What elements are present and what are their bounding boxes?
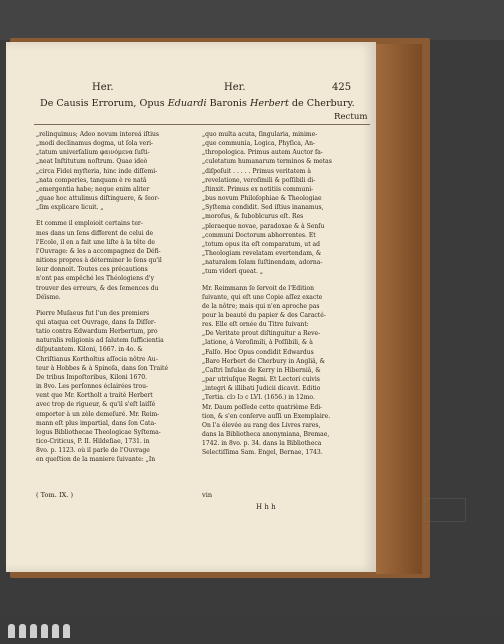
title-suffix: de Cherbury. xyxy=(288,98,355,109)
left-column-line: „emergentia habe; neque enim aliter xyxy=(36,185,150,193)
left-column-line: emporter à un zèle demeſuré. Mr. Reim- xyxy=(36,410,160,418)
right-column-line: On l'a élevée au rang des Livres rares, xyxy=(202,421,321,429)
right-column-line: „communi Doctorum abhorrentes. Et xyxy=(202,231,316,239)
left-column-line: l'Ecole, il en a fait une liſte à la tête de xyxy=(36,238,155,246)
right-column-line: „Theologiam revelatam evertendam, & xyxy=(202,250,322,258)
right-column-line: „Tertia. clↄ Iↄ c LVI. (1656.) in 12mo. xyxy=(202,394,315,402)
title-second-line: Rectum xyxy=(334,112,368,122)
entry-title xyxy=(40,98,370,109)
left-column-line: „nata comperies, tanquam è re natâ xyxy=(36,176,147,184)
catchword-tome: ( Tom. IX. ) xyxy=(36,491,74,499)
left-column-line: „modi declinamus dogma, ut ſola veri- xyxy=(36,140,154,148)
left-column-line: „ſim explicare licuit. „ xyxy=(36,204,104,212)
left-column-line: in 8vo. Les perſonnes éclairées trou- xyxy=(36,383,149,391)
right-column-line: „moroſus, & ſuboblcurus eſt. Res xyxy=(202,213,304,221)
left-column-line: „relinquimus; Adeo novum intereá iſtius xyxy=(36,131,160,138)
paragraph-gap xyxy=(202,277,366,284)
watermark-mark xyxy=(424,498,466,522)
title-name: Herbert xyxy=(249,98,289,109)
right-column-line: 1742. in 8vo. p. 34. dans la Bibliotheca xyxy=(202,440,322,448)
left-column-line: nitions propres à déterminer le ſens qu'il xyxy=(36,257,162,265)
scan-bottom-background xyxy=(0,614,504,644)
right-column-line: dans la Bibliotheca anonymiana, Bremae, xyxy=(202,431,330,438)
title-author: Eduardi xyxy=(167,98,207,109)
right-column-line: „quo multa acuta, ſingularia, minime- xyxy=(202,131,318,138)
left-column-line: „quae hoc attulimus diſtinguere, & ſeor- xyxy=(36,195,160,203)
left-column-line: n'ont pas empêché les Théologiens d'y xyxy=(36,275,154,283)
left-column-line: qui ataqua cet Ouvrage, dans ſa Diſſer- xyxy=(36,318,156,326)
left-column-line: „tatum univerſalium φαινόμενα ſuſti- xyxy=(36,149,150,157)
title-prefix: De Causis Errorum, Opus xyxy=(40,98,168,109)
right-column-line: „Falſo. Hoc Opus condidit Edwardus xyxy=(202,348,314,356)
left-column-line: Pierre Muſaeus fut l'un des premiers xyxy=(36,309,150,317)
left-column-line: Déïsme. xyxy=(36,293,61,301)
right-column-line: „Syſtema condidit. Sed iſtius inanamus, xyxy=(202,204,324,212)
right-column-line: „que communia, Logica, Phyſica, An- xyxy=(202,140,316,148)
paragraph-gap xyxy=(36,212,200,219)
left-column-line: „neat Inſtitutum noſtrum. Quae ideò xyxy=(36,158,148,166)
left-column-line: De tribus Impoſtoribus, Kiloni 1670. xyxy=(36,373,147,381)
book-page xyxy=(6,42,376,572)
right-column-line: „Caſtri Inſulae de Kerry in Hiberniâ, & xyxy=(202,366,321,374)
text-column-right xyxy=(202,130,366,457)
left-column-line: diſputantem. Kiloni, 1667. in 4o. & xyxy=(36,346,143,354)
right-column-line: „integri & illibati Judicii dicavit. Editio xyxy=(202,385,321,393)
right-column-line: „Baro Herbert de Cherbury in Angliâ, & xyxy=(202,357,326,365)
left-column-line: tico-Criticus, P. II. Hildeſiae, 1731. in xyxy=(36,438,150,445)
book-cover-edge xyxy=(376,44,422,574)
right-column-line: pour la beauté du papier & des Caracté- xyxy=(202,311,326,319)
right-column-line: Mr. Daum poſſede cette quatrième Edi- xyxy=(202,403,323,411)
right-column-line: „De Veritate prout diſtinguitur a Reve- xyxy=(202,330,321,338)
left-column-line: naturalis religionis ad ſalutem ſufficientia xyxy=(36,337,164,345)
right-column-line: tion, & s'en conſerve auſſi un Exemplaire. xyxy=(202,412,331,420)
running-head-left: Her. xyxy=(92,82,114,93)
right-column-line: Selectiſſima Sam. Engel, Bernae, 1743. xyxy=(202,449,323,457)
left-column-line: logus Bibliothecae Theologicae Syſtema- xyxy=(36,428,161,436)
scan-top-background xyxy=(0,0,504,40)
left-column-line: teur à Hobbes & à Spinoſa, dans ſon Traité xyxy=(36,364,169,372)
right-column-line: „naturalem ſolam ſuſtinendam, adorna- xyxy=(202,259,323,267)
right-column-line: res. Elle eſt ornée du Titre ſuivant: xyxy=(202,321,309,329)
right-column-line: „revelatione, veroſimili & poſſibili di- xyxy=(202,176,316,184)
right-column-line: „bus novum Philoſophiae & Theologiae xyxy=(202,195,322,203)
right-column-line: „diſpoſuit . . . . . Primus veritatem à xyxy=(202,167,311,175)
right-column-line: „culetatum humanarum terminos & metas xyxy=(202,158,332,166)
right-column-line: „thropologica. Primus autem Auctor fa- xyxy=(202,149,323,157)
text-column-left xyxy=(36,130,200,464)
left-column-line: leur donnoit. Toutes ces précautions xyxy=(36,266,148,274)
left-column-line: tatio contra Edwardum Herbertum, pro xyxy=(36,328,158,336)
title-mid: Baronis xyxy=(206,98,250,109)
left-column-line: avec trop de rigueur, & qu'il s'eſt laiſſé xyxy=(36,401,156,409)
right-column-line: „tum videri queat. „ xyxy=(202,268,264,276)
running-head-middle: Her. xyxy=(224,82,246,93)
left-column-line: l'Ouvrage: & les a accompagnez de Défi- xyxy=(36,247,161,255)
catchword-right: vin xyxy=(202,491,213,499)
left-column-line: mes dans un ſens different de celui de xyxy=(36,229,154,237)
right-column-line: „pleraeque novae, paradoxae & à Senſu xyxy=(202,222,325,230)
header-rule xyxy=(34,124,370,125)
left-column-line: Chriſtianus Kortholtus aſſocia nôtre Au- xyxy=(36,355,158,363)
left-column-line: vent que Mr. Kortholt a traité Herbert xyxy=(36,392,153,400)
left-column-line: trouver des erreurs, & des ſemences du xyxy=(36,284,159,292)
left-column-line: mann eſt plus impartial, dans ſon Cata- xyxy=(36,419,157,427)
library-logo-icon xyxy=(8,620,70,638)
left-column-line: „circa Fidei myſteria, hinc inde diſſemi- xyxy=(36,167,158,175)
right-column-line: „ſtinxit. Primus ex notitiis communi- xyxy=(202,185,314,193)
paragraph-gap xyxy=(36,302,200,309)
right-column-line: ſuivante, qui eſt une Copie aſſez exacte xyxy=(202,293,323,301)
left-column-line: Et comme il emploioit certains ter- xyxy=(36,220,143,228)
page-number: 425 xyxy=(332,82,352,93)
right-column-line: „par utriuſque Regni. Et Lectori cuivis xyxy=(202,376,320,384)
right-column-line: „totum opus ita eſt comparatum, ut ad xyxy=(202,240,321,248)
right-column-line: Mr. Reimmann ſe ſervoit de l'Edition xyxy=(202,284,314,292)
right-column-line: „latione, à Veroſimili, à Poſſibili, & à xyxy=(202,339,313,347)
right-column-line: de la nôtre; mais qui n'en aproche pas xyxy=(202,302,320,310)
signature-mark: H h h xyxy=(256,503,276,511)
left-column-line: 8vo. p. 1123. où il parle de l'Ouvrage xyxy=(36,447,150,455)
left-column-line: en queſtion de la maniere ſuivante: „In xyxy=(36,456,156,464)
